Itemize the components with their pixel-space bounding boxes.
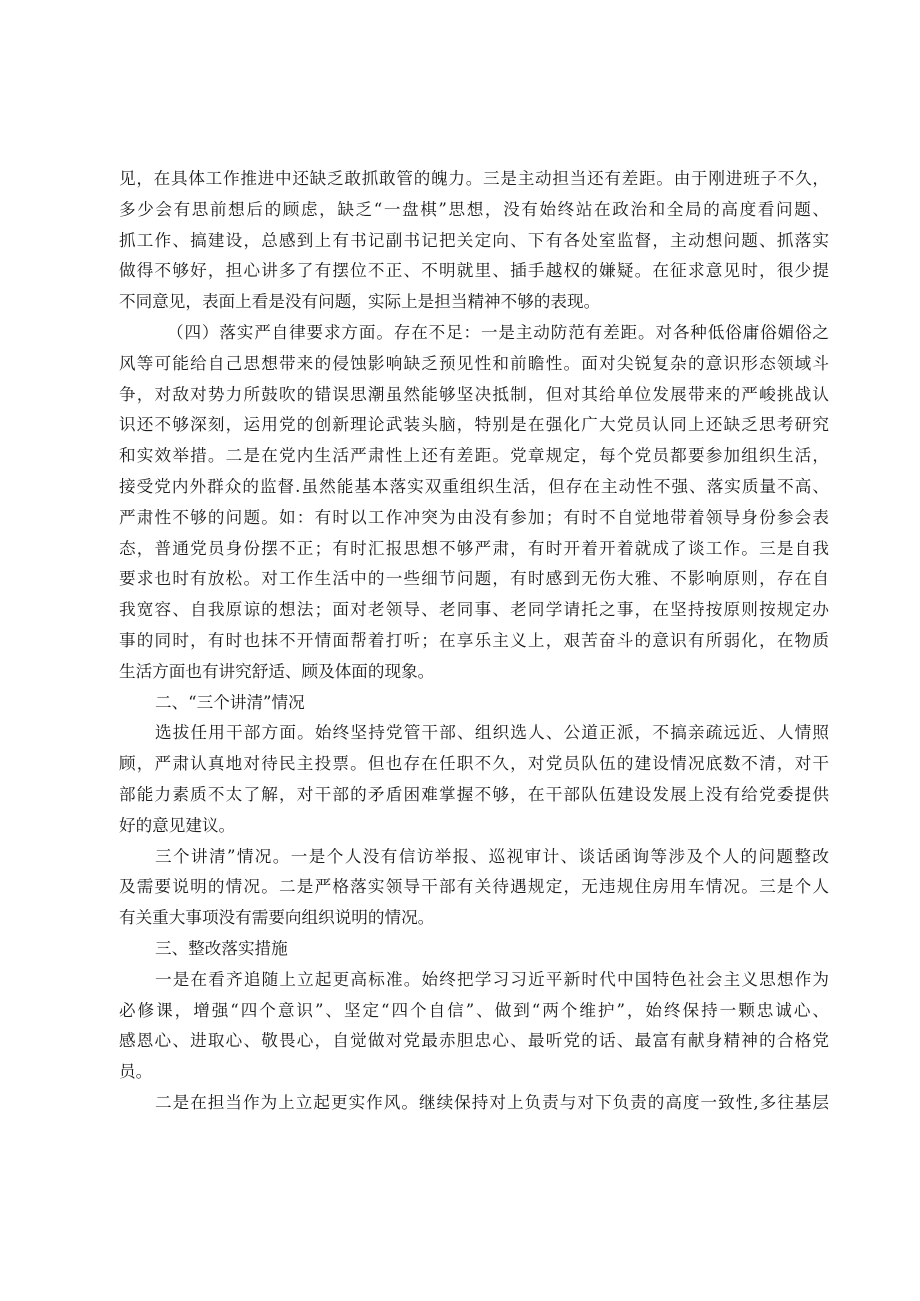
paragraph-continuation bbox=[119, 164, 829, 318]
text-line: 风等可能给自己思想带来的侵蚀影响缺乏预见性和前瞻性。面对尖锐复杂的意识形态领域斗 bbox=[119, 353, 829, 373]
document-body bbox=[119, 164, 829, 1119]
text-line: 严肃性不够的问题。如：有时以工作冲突为由没有参加；有时不自觉地带着领导身份参会表 bbox=[119, 507, 829, 527]
text-line: 好的意见建议。 bbox=[119, 815, 236, 835]
text-line: 部能力素质不太了解，对干部的矛盾困难掌握不够，在干部队伍建设发展上没有给党委提供 bbox=[119, 784, 829, 804]
paragraph-cadre-selection bbox=[119, 718, 829, 841]
text-line: 我宽容、自我原谅的想法；面对老领导、老同事、老同学请托之事，在坚持按原则按规定办 bbox=[119, 600, 829, 620]
paragraph-section-four bbox=[119, 318, 829, 688]
text-line: 争，对敌对势力所鼓吹的错误思潮虽然能够坚决抵制，但对其给单位发展带来的严峻挑战认 bbox=[119, 384, 829, 404]
text-line: 员。 bbox=[119, 1062, 153, 1082]
text-line: 有关重大事项没有需要向组织说明的情况。 bbox=[119, 908, 435, 928]
text-line: 生活方面也有讲究舒适、顾及体面的现象。 bbox=[119, 661, 435, 681]
text-line: 及需要说明的情况。二是严格落实领导干部有关待遇规定，无违规住房用车情况。三是个人 bbox=[119, 877, 829, 897]
text-line: 选拔任用干部方面。始终坚持党管干部、组织选人、公道正派，不搞亲疏远近、人情照 bbox=[155, 723, 829, 743]
text-line: 必修课，增强“四个意识”、坚定“四个自信”、做到“两个维护”，始终保持一颗忠诚心、 bbox=[119, 1000, 829, 1020]
text-line: 二是在担当作为上立起更实作风。继续保持对上负责与对下负责的高度一致性,多往基层 bbox=[155, 1092, 829, 1112]
text-line: 识还不够深刻，运用党的创新理论武装头脑，特别是在强化广大党员认同上还缺乏思考研究 bbox=[119, 415, 829, 435]
text-line: 多少会有思前想后的顾虑，缺乏“一盘棋”思想，没有始终站在政治和全局的高度看问题、 bbox=[119, 199, 829, 219]
text-line: 感恩心、进取心、敬畏心，自觉做对党最赤胆忠心、最听党的话、最富有献身精神的合格党 bbox=[119, 1031, 829, 1051]
text-line: 态，普通党员身份摆不正；有时汇报思想不够严肃，有时开着开着就成了谈工作。三是自我 bbox=[119, 538, 829, 558]
text-line: 一是在看齐追随上立起更高标准。始终把学习习近平新时代中国特色社会主义思想作为 bbox=[155, 969, 829, 989]
text-line: 接受党内外群众的监督.虽然能基本落实双重组织生活，但存在主动性不强、落实质量不高、 bbox=[119, 476, 829, 496]
section-heading: 三、整改落实措施 bbox=[155, 938, 288, 958]
text-line: 见，在具体工作推进中还缺乏敢抓敢管的魄力。三是主动担当还有差距。由于刚进班子不久， bbox=[119, 169, 829, 188]
paragraph-measure-two bbox=[119, 1088, 829, 1119]
text-line: （四）落实严自律要求方面。存在不足：一是主动防范有差距。对各种低俗庸俗媚俗之 bbox=[167, 322, 829, 342]
text-line: 抓工作、搞建设，总感到上有书记副书记把关定向、下有各处室监督，主动想问题、抓落实 bbox=[119, 230, 829, 250]
paragraph-measure-one bbox=[119, 965, 829, 1088]
text-line: 要求也时有放松。对工作生活中的一些细节问题，有时感到无伤大雅、不影响原则，存在自 bbox=[119, 569, 829, 589]
text-line: 顾，严肃认真地对待民主投票。但也存在任职不久，对党员队伍的建设情况底数不清，对干 bbox=[119, 754, 829, 774]
text-line: 做得不够好，担心讲多了有摆位不正、不明就里、插手越权的嫌疑。在征求意见时，很少提 bbox=[119, 261, 829, 281]
text-line: 和实效举措。二是在党内生活严肃性上还有差距。党章规定，每个党员都要参加组织生活， bbox=[119, 446, 829, 466]
text-line: 不同意见，表面上看是没有问题，实际上是担当精神不够的表现。 bbox=[119, 292, 601, 312]
text-line: 事的同时，有时也抹不开情面帮着打听；在享乐主义上，艰苦奋斗的意识有所弱化，在物质 bbox=[119, 630, 829, 650]
text-line: 三个讲清”情况。一是个人没有信访举报、巡视审计、谈话函询等涉及个人的问题整改 bbox=[155, 846, 829, 866]
section-heading: 二、“三个讲清”情况 bbox=[155, 692, 305, 712]
paragraph-three-clarifications bbox=[119, 842, 829, 934]
